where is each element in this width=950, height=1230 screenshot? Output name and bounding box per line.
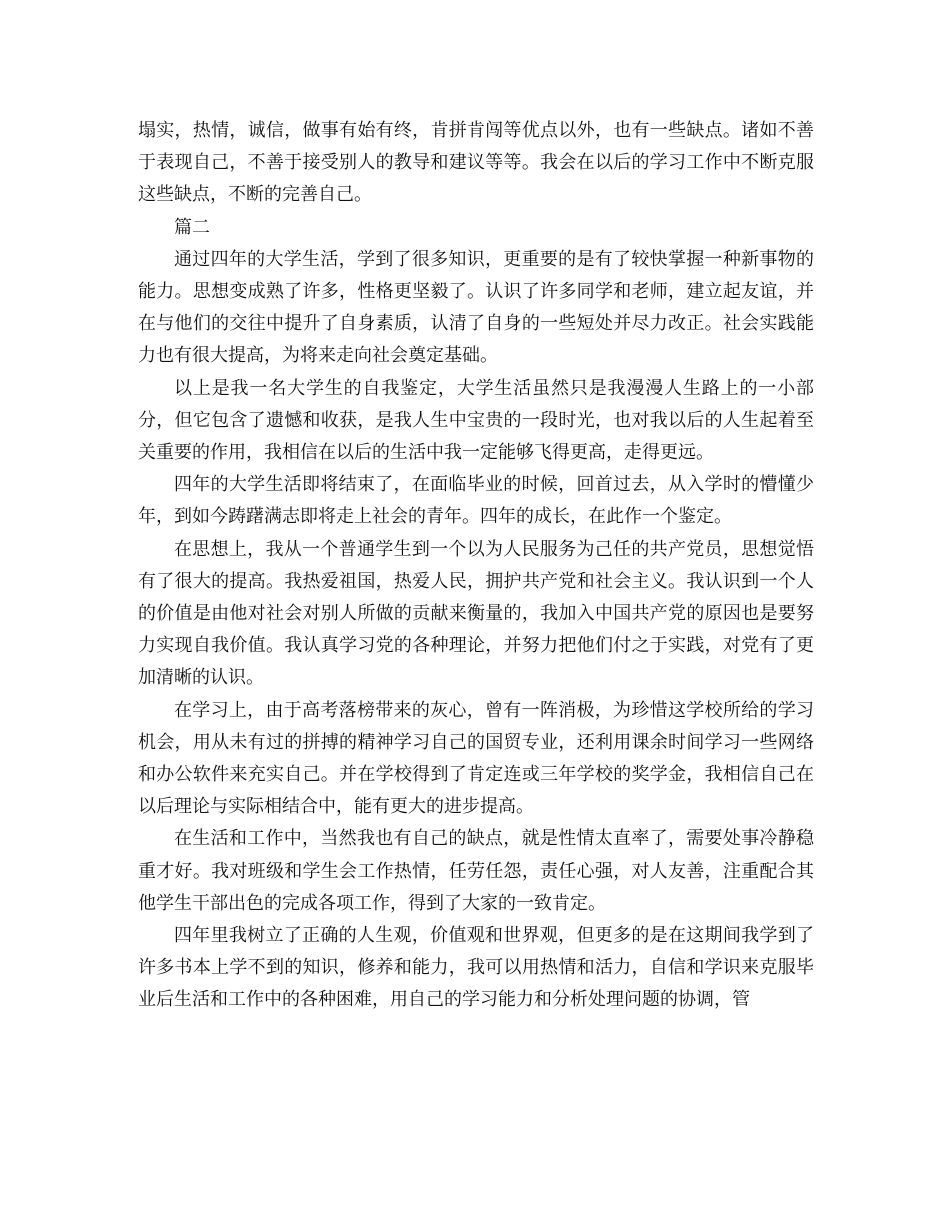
paragraph-ideology: 在思想上，我从一个普通学生到一个以为人民服务为己任的共产党员，思想觉悟有了很大的提高。我热爱祖国，热爱人民，拥护共产党和社会主义。我认识到一个人的价值是由他对社会对别人所做的贡献来衡量的，我加入中国共产党的原因也是要努力实现自我价值。我认真学习党的各种理论，并努力把他们付之于实践，对党有了更加清晰的认识。 xyxy=(138,538,814,689)
paragraph-values: 四年里我树立了正确的人生观，价值观和世界观，但更多的是在这期间我学到了许多书本上学不到的知识，修养和能力，我可以用热情和活力，自信和学识来克服毕业后生活和工作中的各种困难，用自己的学习能力和分析处理问题的协调，管 xyxy=(138,925,814,1011)
document-body xyxy=(138,115,814,1017)
paragraph-university-life: 通过四年的大学生活，学到了很多知识，更重要的是有了较快掌握一种新事物的能力。思想变成熟了许多，性格更坚毅了。认识了许多同学和老师，建立起友谊，并在与他们的交往中提升了自身素质，认清了自身的一些短处并尽力改正。社会实践能力也有很大提高，为将来走向社会奠定基础。 xyxy=(138,248,814,367)
paragraph-study: 在学习上，由于高考落榜带来的灰心，曾有一阵消极，为珍惜这学校所给的学习机会，用从未有过的拼搏的精神学习自己的国贸专业，还利用课余时间学习一些网络和办公软件来充实自己。并在学校得到了肯定连或三年学校的奖学金，我相信自己在以后理论与实际相结合中，能有更大的进步提高。 xyxy=(138,699,814,818)
paragraph-four-years: 四年的大学生活即将结束了，在面临毕业的时候，回首过去，从入学时的懵懂少年，到如今踌躇满志即将走上社会的青年。四年的成长，在此作一个鉴定。 xyxy=(138,474,814,528)
paragraph-continued: 塌实，热情，诚信，做事有始有终，肯拼肯闯等优点以外，也有一些缺点。诸如不善于表现自己，不善于接受别人的教导和建议等等。我会在以后的学习工作中不断克服这些缺点，不断的完善自己。 xyxy=(138,120,814,206)
paragraph-self-assessment: 以上是我一名大学生的自我鉴定，大学生活虽然只是我漫漫人生路上的一小部分，但它包含了遗憾和收获，是我人生中宝贵的一段时光，也对我以后的人生起着至关重要的作用，我相信在以后的生活中我一定能够飞得更高，走得更远。 xyxy=(138,377,814,464)
paragraph-life-and-work: 在生活和工作中，当然我也有自己的缺点，就是性情太直率了，需要处事冷静稳重才好。我对班级和学生会工作热情，任劳任怨，责任心强，对人友善，注重配合其他学生干部出色的完成各项工作，得到了大家的一致肯定。 xyxy=(138,828,814,914)
section-heading-part-two: 篇二 xyxy=(174,216,210,238)
